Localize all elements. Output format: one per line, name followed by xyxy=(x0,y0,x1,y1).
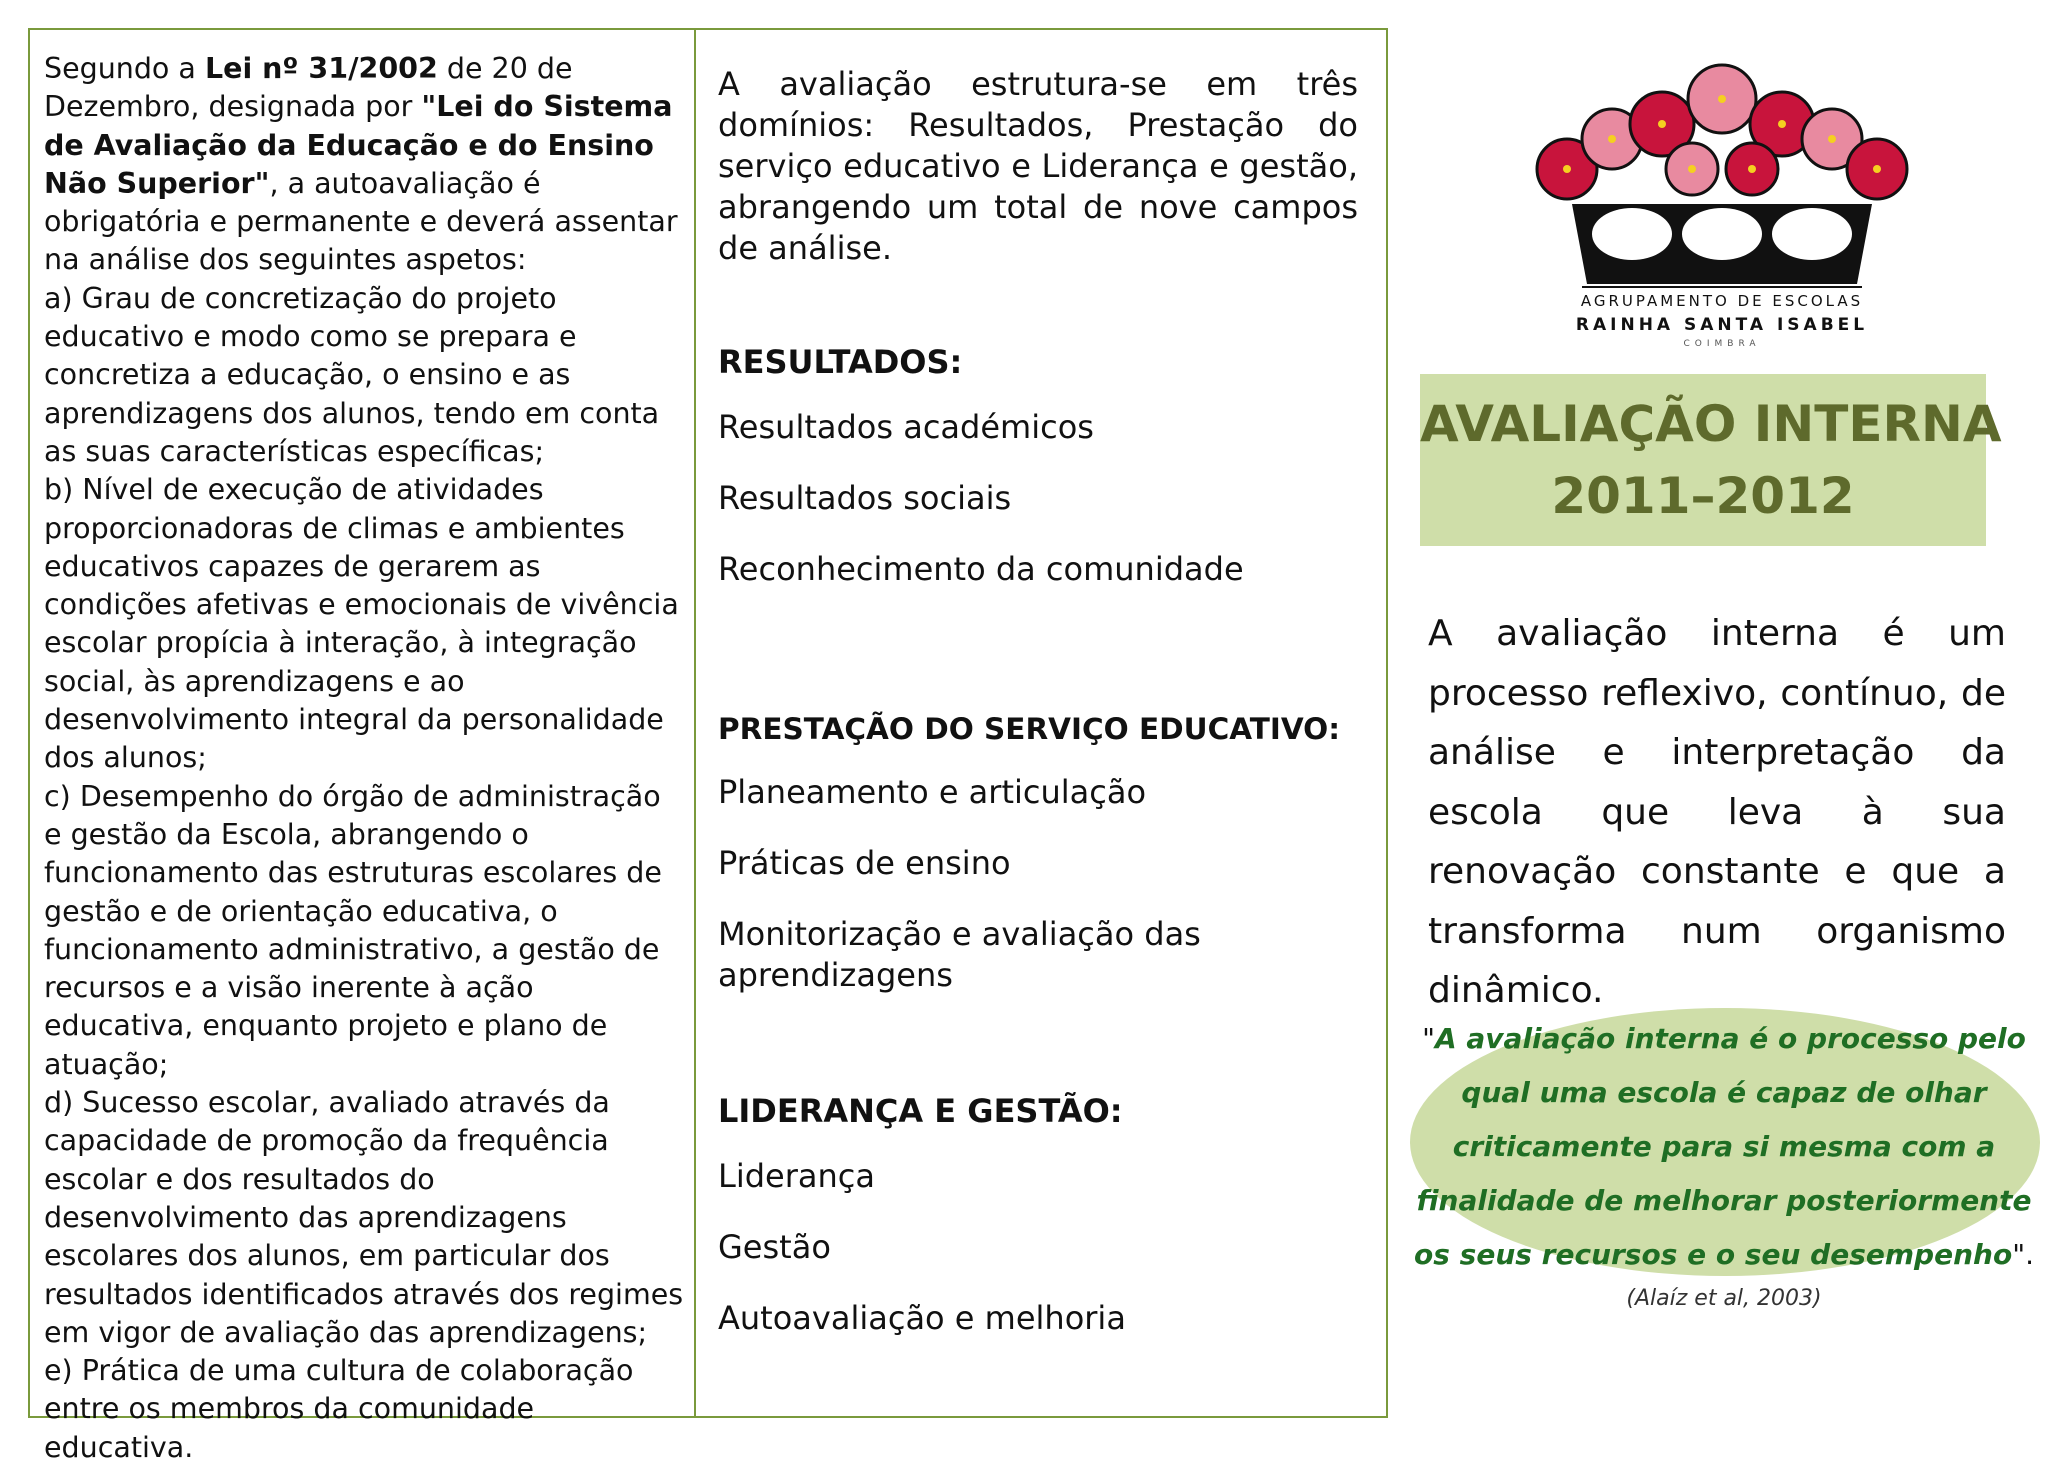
section-item: Resultados sociais xyxy=(718,479,1012,517)
logo-line3: COIMBRA xyxy=(1683,339,1761,349)
aspect-item-d: d) Sucesso escolar, avaliado através da capacidade de promoção da frequência escolar e dos resultados do desenvolvimento das aprendizagens escolares dos alunos, em particular dos resultados identificados através dos regimes em vigor de avaliação das aprendizagens; xyxy=(44,1086,684,1349)
quote-open-mark: " xyxy=(1422,1022,1435,1055)
intro-suffix: , a autoavaliação é obrigatória e permanente e deverá assentar na análise dos seguintes aspetos: xyxy=(44,166,678,277)
intro-mid: de 20 de Dezembro, designada por xyxy=(44,52,573,124)
section-item: Planeamento e articulação xyxy=(718,773,1147,811)
title-line1: AVALIAÇÃO INTERNA xyxy=(1420,395,2002,453)
law-panel xyxy=(28,28,696,1464)
rose-crown-icon xyxy=(1512,54,1932,354)
section-item: Autoavaliação e melhoria xyxy=(718,1299,1126,1337)
section-item: Gestão xyxy=(718,1228,831,1266)
quote-close-mark: ". xyxy=(2012,1238,2034,1271)
title-line2: 2011–2012 xyxy=(1551,467,1855,525)
section-item: Monitorização e avaliação das aprendizagens xyxy=(718,915,1201,994)
description: A avaliação interna é um processo reflexivo, contínuo, de análise e interpretação da escola que leva à sua renovação constante e que a transforma num organismo dinâmico. xyxy=(1428,613,2006,1011)
intro-prefix: Segundo a xyxy=(44,52,205,85)
logo-line2: RAINHA SANTA ISABEL xyxy=(1575,315,1869,335)
aspect-item-a: a) Grau de concretização do projeto educativo e modo como se prepara e concretiza a educação, o ensino e as aprendizagens dos alunos, tendo em conta as suas características específicas; xyxy=(44,281,660,468)
section-item: Reconhecimento da comunidade xyxy=(718,550,1244,588)
section-heading-lideranca: LIDERANÇA E GESTÃO: xyxy=(718,1092,1123,1130)
quote xyxy=(1414,1012,2034,1282)
section-item: Práticas de ensino xyxy=(718,844,1011,882)
cover-panel xyxy=(1400,0,2040,1448)
law-number: Lei nº 31/2002 xyxy=(204,52,438,85)
aspect-item-e: e) Prática de uma cultura de colaboração entre os membros da comunidade educativa. xyxy=(44,1354,634,1464)
quote-citation: (Alaíz et al, 2003) xyxy=(1626,1286,1822,1311)
title-banner xyxy=(1420,374,2002,546)
school-logo xyxy=(1512,54,1932,354)
section-item: Resultados académicos xyxy=(718,408,1094,446)
law-text xyxy=(44,50,684,1467)
law-name: "Lei do Sistema de Avaliação da Educação e do Ensino Não Superior" xyxy=(44,90,673,200)
logo-line1: AGRUPAMENTO DE ESCOLAS xyxy=(1580,292,1864,310)
section-heading-servico: PRESTAÇÃO DO SERVIÇO EDUCATIVO: xyxy=(718,712,1341,746)
aspect-item-c: c) Desempenho do órgão de administração e gestão da Escola, abrangendo o funcionamento das estruturas escolares de gestão e de orientação educativa, o funcionamento administrativo, a gestão de recursos e a visão inerente à ação educativa, enquanto projeto e plano de atuação; xyxy=(44,779,662,1081)
domains-content xyxy=(718,64,1358,1339)
section-item: Liderança xyxy=(718,1157,875,1195)
law-intro xyxy=(44,50,684,280)
section-heading-resultados: RESULTADOS: xyxy=(718,343,963,381)
domains-panel xyxy=(694,28,1388,1418)
quote-body: A avaliação interna é o processo pelo qual uma escola é capaz de olhar criticamente para si mesma com a finalidade de melhorar posteriormente os seus recursos e o seu desempenho xyxy=(1414,1022,2032,1271)
aspect-item-b: b) Nível de execução de atividades proporcionadoras de climas e ambientes educativos capazes de gerarem as condições afetivas e emocionais de vivência escolar propícia à interação, à integração social, às aprendizagens e ao desenvolvimento integral da personalidade dos alunos; xyxy=(44,473,679,775)
domains-intro: A avaliação estrutura-se em três domínios: Resultados, Prestação do serviço educativo e Liderança e gestão, abrangendo um total de nove campos de análise. xyxy=(718,65,1358,267)
